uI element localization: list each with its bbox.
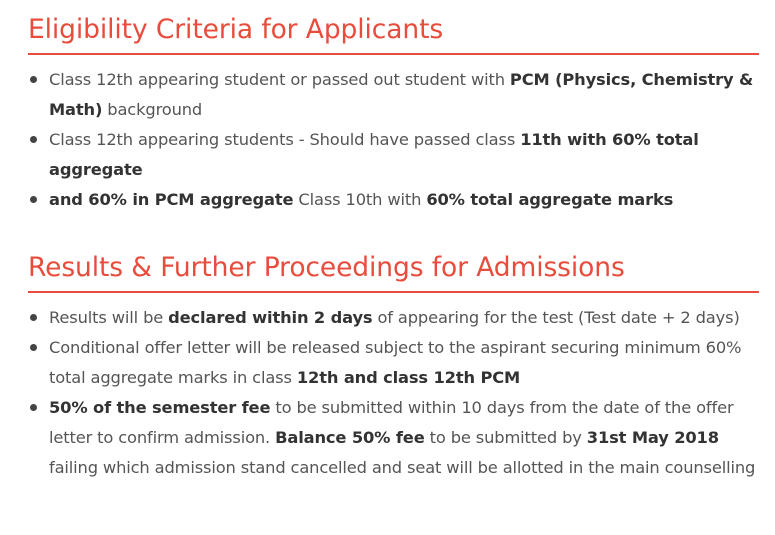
eligibility-heading: Eligibility Criteria for Applicants (28, 14, 444, 45)
list-item: and 60% in PCM aggregate Class 10th with 60% total aggregate marks (28, 185, 759, 215)
results-divider (28, 291, 759, 293)
results-section (28, 248, 759, 483)
results-heading: Results & Further Proceedings for Admissions (28, 252, 625, 283)
list-item: Conditional offer letter will be released subject to the aspirant securing minimum 60% total aggregate marks in class 12th and class 12th PCM (28, 333, 759, 393)
results-list (28, 303, 759, 483)
eligibility-section (28, 10, 759, 215)
list-item: 50% of the semester fee to be submitted within 10 days from the date of the offer letter to confirm admission. Balance 50% fee to be submitted by 31st May 2018 failing which admission stand cancelled and seat will be allotted in the main counselling (28, 393, 759, 483)
eligibility-list (28, 65, 759, 215)
list-item: Class 12th appearing students - Should have passed class 11th with 60% total aggregate (28, 125, 759, 185)
eligibility-divider (28, 53, 759, 55)
list-item: Class 12th appearing student or passed out student with PCM (Physics, Chemistry & Math) background (28, 65, 759, 125)
list-item: Results will be declared within 2 days of appearing for the test (Test date + 2 days) (28, 303, 759, 333)
